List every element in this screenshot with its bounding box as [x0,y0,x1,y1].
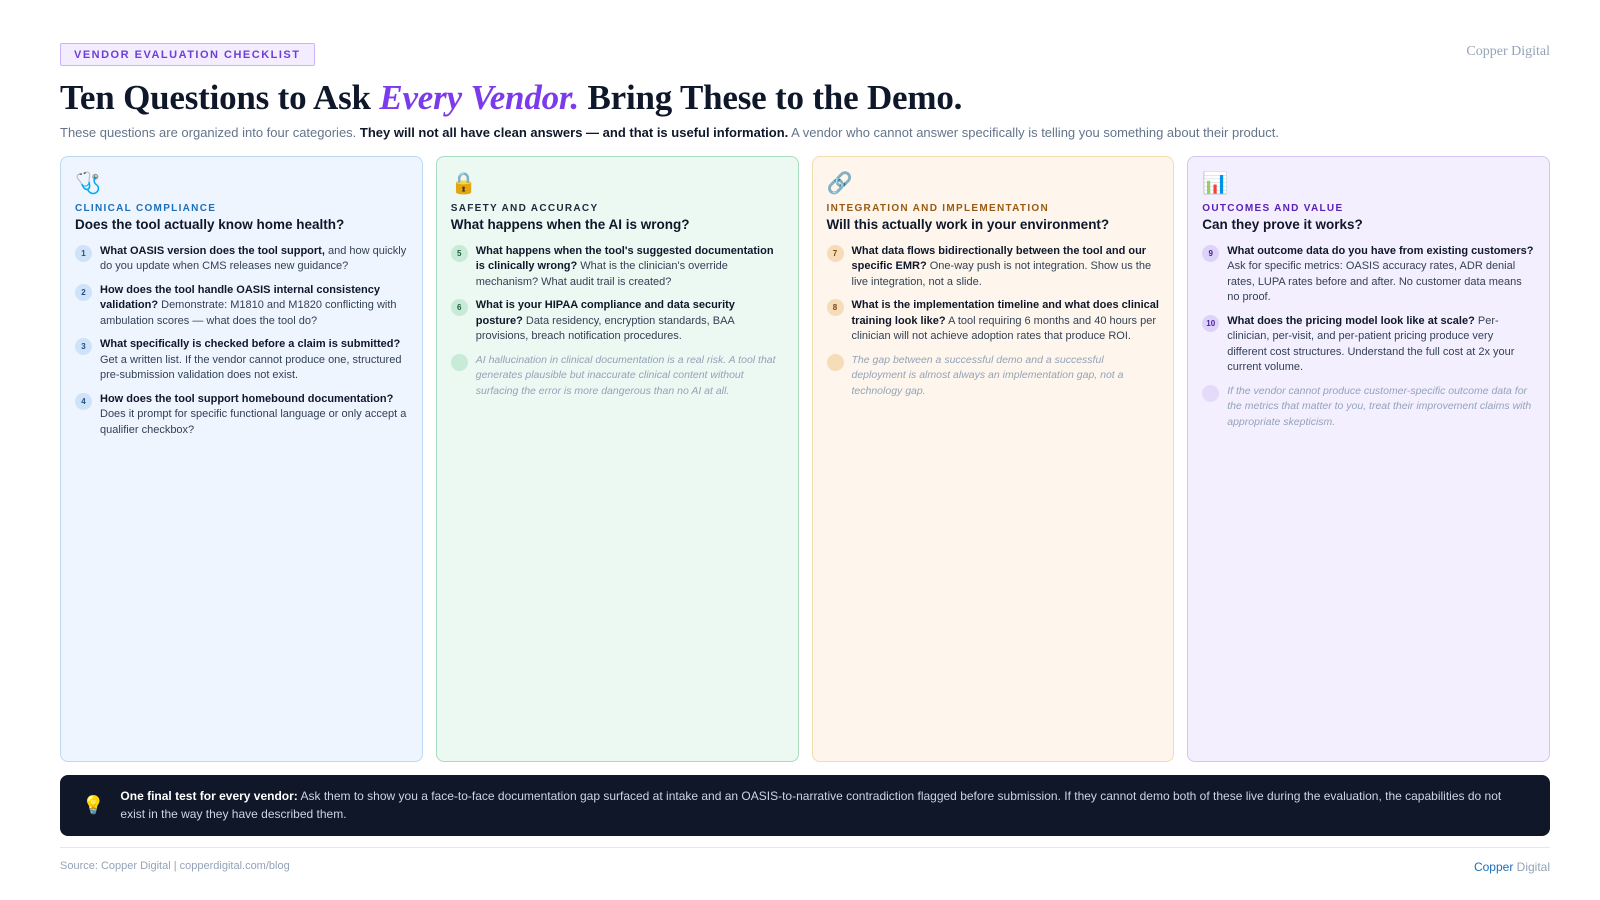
subtitle-part2: A vendor who cannot answer specifically is telling you something about their product. [788,124,1279,140]
page [60,43,1550,874]
question-text [1227,314,1535,376]
question-detail: One-way push is not integration. Show us the live integration, not a slide. [851,260,1152,288]
subtitle-part1: These questions are organized into four categories. [60,124,360,140]
question-text [100,337,408,384]
question-item [75,283,408,330]
question-bold: What specifically is checked before a claim is submitted? [100,338,401,350]
title-part2: Bring These to the Demo. [578,78,963,117]
question-text [852,298,1160,345]
note-dot-icon [451,354,468,371]
question-detail: Demonstrate: M1810 and M1820 conflicting with ambulation scores — what does the tool do? [100,299,397,327]
question-item [827,244,1160,291]
question-bold: What data flows bidirectionally between the tool and our specific EMR? [851,244,1147,272]
card-integration [812,156,1175,762]
note-text: If the vendor cannot produce customer-specific outcome data for the metrics that matter to you, treat their improvement claims with appropriate skepticism. [1227,384,1532,428]
question-bold: How does the tool support homebound documentation? [100,392,394,405]
question-list [1202,244,1535,376]
question-number: 6 [451,299,468,316]
callout-bold: One final test for every vendor: [120,789,298,803]
stethoscope-icon: 🩺 [75,171,102,195]
question-text [100,283,408,330]
callout-body: Ask them to show you a face-to-face documentation gap surfaced at intake and an OASIS-to-narrative contradiction flagged before submission. If they cannot demo both of these live during the evaluation, the capabilities do not exist in the way they have described them. [120,789,1502,821]
card-note [1202,384,1535,431]
question-number: 5 [451,245,468,262]
card-heading: Can they prove it works? [1202,216,1363,232]
bar-chart-icon: 📊 [1202,171,1229,195]
card-heading: Will this actually work in your environment? [826,216,1110,232]
question-bold: How does the tool handle OASIS internal consistency validation? [100,283,380,311]
question-list [75,244,408,439]
question-number: 3 [75,338,92,355]
question-item [75,392,408,439]
question-detail: A tool requiring 6 months and 40 hours per clinician will not achieve adoption rates that produce ROI. [851,314,1156,342]
footer-brand-part2: Digital [1513,859,1550,874]
question-number: 7 [827,245,844,262]
card-heading: What happens when the AI is wrong? [450,216,690,232]
question-text [852,244,1160,291]
card-outcomes-value [1187,156,1550,762]
question-detail: Does it prompt for specific functional language or only accept a qualifier checkbox? [100,408,407,436]
question-detail: Data residency, encryption standards, BAA provisions, breach notification procedures. [475,314,735,342]
card-category: INTEGRATION AND IMPLEMENTATION [826,202,1050,214]
card-safety-accuracy [436,156,799,762]
question-number: 1 [75,245,92,262]
question-bold: What does the pricing model look like at scale? [1227,314,1475,327]
question-text [1227,244,1535,306]
question-bold: What is your HIPAA compliance and data security posture? [475,299,735,327]
footer-brand [1474,860,1550,874]
lock-icon: 🔒 [450,171,477,195]
callout-text [120,787,1516,823]
question-number: 10 [1202,315,1219,332]
question-number: 2 [75,284,92,301]
title-part1: Ten Questions to Ask [60,78,380,117]
question-item [1202,244,1535,306]
top-row [60,43,1550,66]
question-item [827,298,1160,345]
question-item [75,337,408,384]
note-dot-icon [827,354,844,371]
question-item [451,244,784,291]
page-subtitle [60,125,1550,140]
note-text: AI hallucination in clinical documentation is a real risk. A tool that generates plausible but inaccurate clinical content without surfacing the error is more dangerous than no AI at all. [475,353,776,397]
question-item [1202,314,1535,376]
source-credit: Source: Copper Digital | copperdigital.com/blog [60,859,290,872]
note-dot-icon [1202,385,1219,402]
question-bold: What is the implementation timeline and what does clinical training look like? [851,299,1159,327]
question-item [451,298,784,345]
brand-logo-text: Copper Digital [1466,44,1550,59]
subtitle-bold: They will not all have clean answers — and that is useful information. [359,124,789,140]
card-note [451,353,784,400]
question-text [100,244,408,275]
card-category: SAFETY AND ACCURACY [450,202,599,214]
question-detail: Ask for specific metrics: OASIS accuracy rates, ADR denial rates, LUPA rates before and after. No customer data means no proof. [1227,260,1522,303]
page-title [60,79,1550,118]
question-text [100,392,408,439]
card-category: CLINICAL COMPLIANCE [75,202,217,214]
card-clinical-compliance [60,156,423,762]
question-list [451,244,784,345]
card-category: OUTCOMES AND VALUE [1202,202,1344,214]
lightbulb-icon: 💡 [82,794,105,815]
question-number: 4 [75,393,92,410]
question-text [476,244,784,291]
question-detail: Per-clinician, per-visit, and per-patient pricing produce very different cost structures. Understand the full cost at 2x your current volume. [1227,314,1515,373]
question-text [476,298,784,345]
question-list [827,244,1160,345]
question-detail: and how quickly do you update when CMS releases new guidance? [100,244,407,272]
note-text: The gap between a successful demo and a successful deployment is almost always an implementation gap, not a technology gap. [851,353,1124,397]
final-test-callout [60,775,1550,836]
card-heading: Does the tool actually know home health? [75,216,345,232]
question-number: 9 [1202,245,1219,262]
eyebrow-badge: VENDOR EVALUATION CHECKLIST [60,43,315,66]
question-bold: What outcome data do you have from existing customers? [1227,244,1534,257]
question-item [75,244,408,275]
category-cards [60,156,1550,762]
question-bold: What happens when the tool's suggested documentation is clinically wrong? [475,244,774,272]
question-detail: What is the clinician's override mechanism? What audit trail is created? [475,260,728,288]
card-note [827,353,1160,400]
link-icon: 🔗 [826,171,853,195]
question-detail: Get a written list. If the vendor cannot produce one, structured pre-submission validation does not exist. [100,353,402,381]
footer [60,847,1550,874]
title-accent: Every Vendor. [379,78,579,117]
question-bold: What OASIS version does the tool support, [100,244,325,257]
footer-brand-part1: Copper [1473,859,1514,874]
question-number: 8 [827,299,844,316]
